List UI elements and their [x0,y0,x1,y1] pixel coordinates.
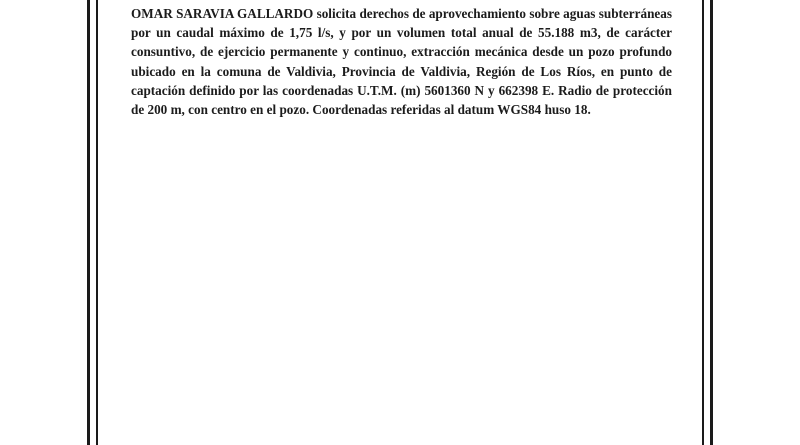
water-rights-notice [131,4,672,119]
page-border-right-outer [710,0,713,445]
applicant-name: OMAR SARAVIA GALLARDO [131,6,314,21]
page-border-left-outer [87,0,90,445]
page-border-right-inner [702,0,704,445]
notice-body-text: solicita derechos de aprovechamiento sobre aguas subterráneas por un caudal máximo de 1,75 l/s, y por un volumen total anual de 55.188 m3, de carácter consuntivo, de ejercicio permanente y continuo, extracción mecánica desde un pozo profundo ubicado en la comuna de Valdivia, Provincia de Valdivia, Región de Los Ríos, en punto de captación definido por las coordenadas U.T.M. (m) 5601360 N y 662398 E. Radio de protección de 200 m, con centro en el pozo. Coordenadas referidas al datum WGS84 huso 18. [131,6,672,118]
page-border-left-inner [96,0,98,445]
